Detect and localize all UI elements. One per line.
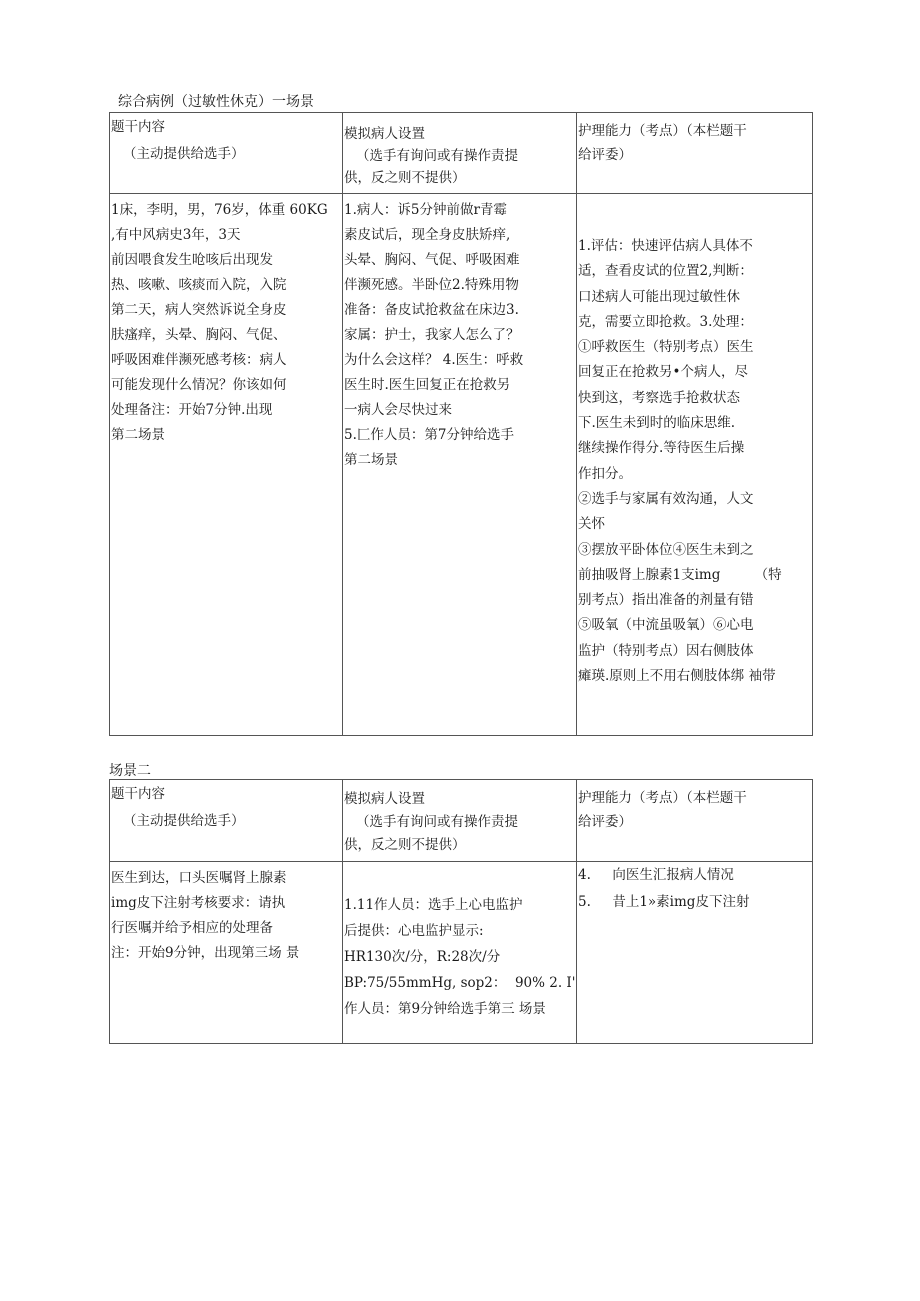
scene2-header-row bbox=[110, 780, 813, 862]
scene1-table bbox=[109, 112, 813, 736]
scene1-header-patient bbox=[343, 113, 577, 194]
cell-text-line: 1.评估：快速评估病人具体不 bbox=[578, 238, 753, 254]
cell-text-line: 后提供：心电监护显示: bbox=[344, 923, 484, 939]
cell-text-line: 克，需要立即抢救。3.处理： bbox=[578, 313, 753, 330]
header-title: 模拟病人设置 bbox=[344, 126, 425, 142]
cell-text-line: 监护（特别考点）因右侧肢体 bbox=[578, 642, 754, 659]
cell-text-line: 1.病人：诉5分钟前做r青霉 bbox=[344, 202, 507, 218]
cell-text-line: 口述病人可能出现过敏性休 bbox=[578, 288, 740, 305]
cell-text-line: 回复正在抢救另•个病人，尽 bbox=[578, 364, 748, 381]
cell-text-line: 医生时.医生回复正在抢救另 bbox=[344, 377, 511, 393]
cell-text-line: 第二场景 bbox=[111, 427, 165, 443]
scene1-header-ability bbox=[577, 113, 813, 194]
cell-text-line: 作人员：第9分钟给选手第三 场景 bbox=[344, 1001, 546, 1017]
cell-text-line: 肤瘙痒，头晕、胸闷、气促、 bbox=[111, 327, 287, 343]
header-title: 给评委） bbox=[578, 814, 632, 830]
scene1-header-row bbox=[110, 113, 813, 194]
scene1-ability-cell bbox=[577, 194, 813, 736]
cell-text-line: 行医嘱并给予相应的处理备 bbox=[111, 920, 273, 936]
cell-text-line: 第二天，病人突然诉说全身皮 bbox=[111, 302, 287, 318]
cell-text-line: ,有中风病史3年，3天 bbox=[111, 227, 241, 243]
cell-text-line: ③摆放平卧体位④医生未到之 bbox=[578, 541, 754, 558]
header-title: 模拟病人设置 bbox=[344, 791, 425, 807]
cell-text-line: 1床，李明，男，76岁，体重 60KG bbox=[111, 202, 328, 218]
header-note: （主动提供给选手） bbox=[123, 813, 245, 829]
cell-text-line: 5.匚作人员：第7分钟给选手 bbox=[344, 427, 514, 443]
cell-text-line: 前抽吸肾上腺素1支img （特 bbox=[578, 566, 782, 583]
cell-text-line: 4. 向医生汇报病人情况 bbox=[578, 867, 734, 883]
scene2-stem-cell bbox=[110, 862, 343, 1044]
cell-text-line: 适，查看皮试的位置2,判断： bbox=[578, 263, 753, 280]
cell-text-line: 快到这，考察选手抢救状态 bbox=[578, 389, 740, 406]
header-note: （选手有询问或有操作责提 bbox=[356, 148, 518, 164]
cell-text-line: 医生到达，口头医嘱肾上腺素 bbox=[111, 870, 287, 886]
cell-text-line: 一病人会尽快过来 bbox=[344, 402, 452, 418]
header-title: 题干内容 bbox=[111, 119, 165, 135]
header-note: 供，反之则不提供） bbox=[344, 837, 466, 853]
scene2-patient-cell bbox=[343, 862, 577, 1044]
header-note: （主动提供给选手） bbox=[123, 146, 245, 162]
cell-text-line: 下.医生未到时的临床思维. bbox=[578, 415, 736, 432]
header-note: （选手有询问或有操作责提 bbox=[356, 814, 518, 830]
scene1-header-stem bbox=[110, 113, 343, 194]
cell-text-line: 呼吸困难伴濒死感考核：病人 bbox=[111, 352, 287, 368]
cell-text-line: ①呼救医生（特别考点）医生 bbox=[578, 339, 754, 356]
cell-text-line: 前因喂食发生呛咳后出现发 bbox=[111, 252, 273, 268]
cell-text-line: 家属：护士，我家人怎么了？ bbox=[344, 327, 520, 343]
header-title: 护理能力（考点）（本栏题干 bbox=[578, 123, 747, 139]
cell-text-line: 瘫瑛.原则上不用右侧肢体绑 袖带 bbox=[578, 668, 776, 685]
cell-text-line: 第二场景 bbox=[344, 452, 398, 468]
cell-text-line: BP:75/55mmHg, sop2： 90% 2. I' bbox=[344, 975, 576, 991]
scene2-table bbox=[109, 779, 813, 1044]
cell-text-line: 关怀 bbox=[578, 516, 605, 533]
cell-text-line: 为什么会这样？ 4.医生：呼救 bbox=[344, 352, 524, 368]
scene2-body-row bbox=[110, 862, 813, 1044]
cell-text-line: ⑤吸氧（中流虽吸氧）⑥心电 bbox=[578, 617, 754, 634]
cell-text-line: HR130次/分，R:28次/分 bbox=[344, 949, 501, 965]
cell-text-line: ②选手与家属有效沟通，人文 bbox=[578, 490, 754, 507]
scene1-body-row bbox=[110, 194, 813, 736]
cell-text-line: 作扣分。 bbox=[578, 465, 632, 482]
scene1-patient-cell bbox=[343, 194, 577, 736]
cell-text-line: 继续操作得分.等待医生后操 bbox=[578, 440, 745, 457]
header-note: 供，反之则不提供） bbox=[344, 170, 466, 186]
scene2-header-patient bbox=[343, 780, 577, 862]
cell-text-line: 素皮试后，现全身皮肤矫痒, bbox=[344, 227, 511, 243]
cell-text-line: 注：开始9分钟，出现第三场 景 bbox=[111, 945, 300, 961]
cell-text-line: 准备：备皮试抢救盆在床边3. bbox=[344, 302, 519, 318]
cell-text-line: 头晕、胸闷、气促、呼吸困难 bbox=[344, 252, 520, 268]
scene2-caption: 场景二 bbox=[109, 763, 151, 779]
scene2-ability-cell bbox=[577, 862, 813, 1044]
scene1-caption: 综合病例（过敏性休克）一场景 bbox=[118, 94, 314, 110]
cell-text-line: img皮下注射考核要求：请执 bbox=[111, 895, 286, 911]
header-title: 题干内容 bbox=[111, 786, 165, 802]
cell-text-line: 伴濒死感。半卧位2.特殊用物 bbox=[344, 277, 519, 293]
header-title: 护理能力（考点）（本栏题干 bbox=[578, 790, 747, 806]
scene1-stem-cell bbox=[110, 194, 343, 736]
cell-text-line: 别考点）指出准备的剂量有错 bbox=[578, 592, 754, 609]
cell-text-line: 1.11作人员：选手上心电监护 bbox=[344, 897, 523, 913]
scene2-header-ability bbox=[577, 780, 813, 862]
cell-text-line: 可能发现什么情况？你该如何 bbox=[111, 377, 287, 393]
cell-text-line: 热、咳嗽、咳痰而入院，入院 bbox=[111, 277, 287, 293]
cell-text-line: 5. 昔上1»素img皮下注射 bbox=[578, 894, 750, 910]
cell-text-line: 处理备注：开始7分钟.出现 bbox=[111, 402, 273, 418]
scene2-header-stem bbox=[110, 780, 343, 862]
header-title: 给评委） bbox=[578, 147, 632, 163]
